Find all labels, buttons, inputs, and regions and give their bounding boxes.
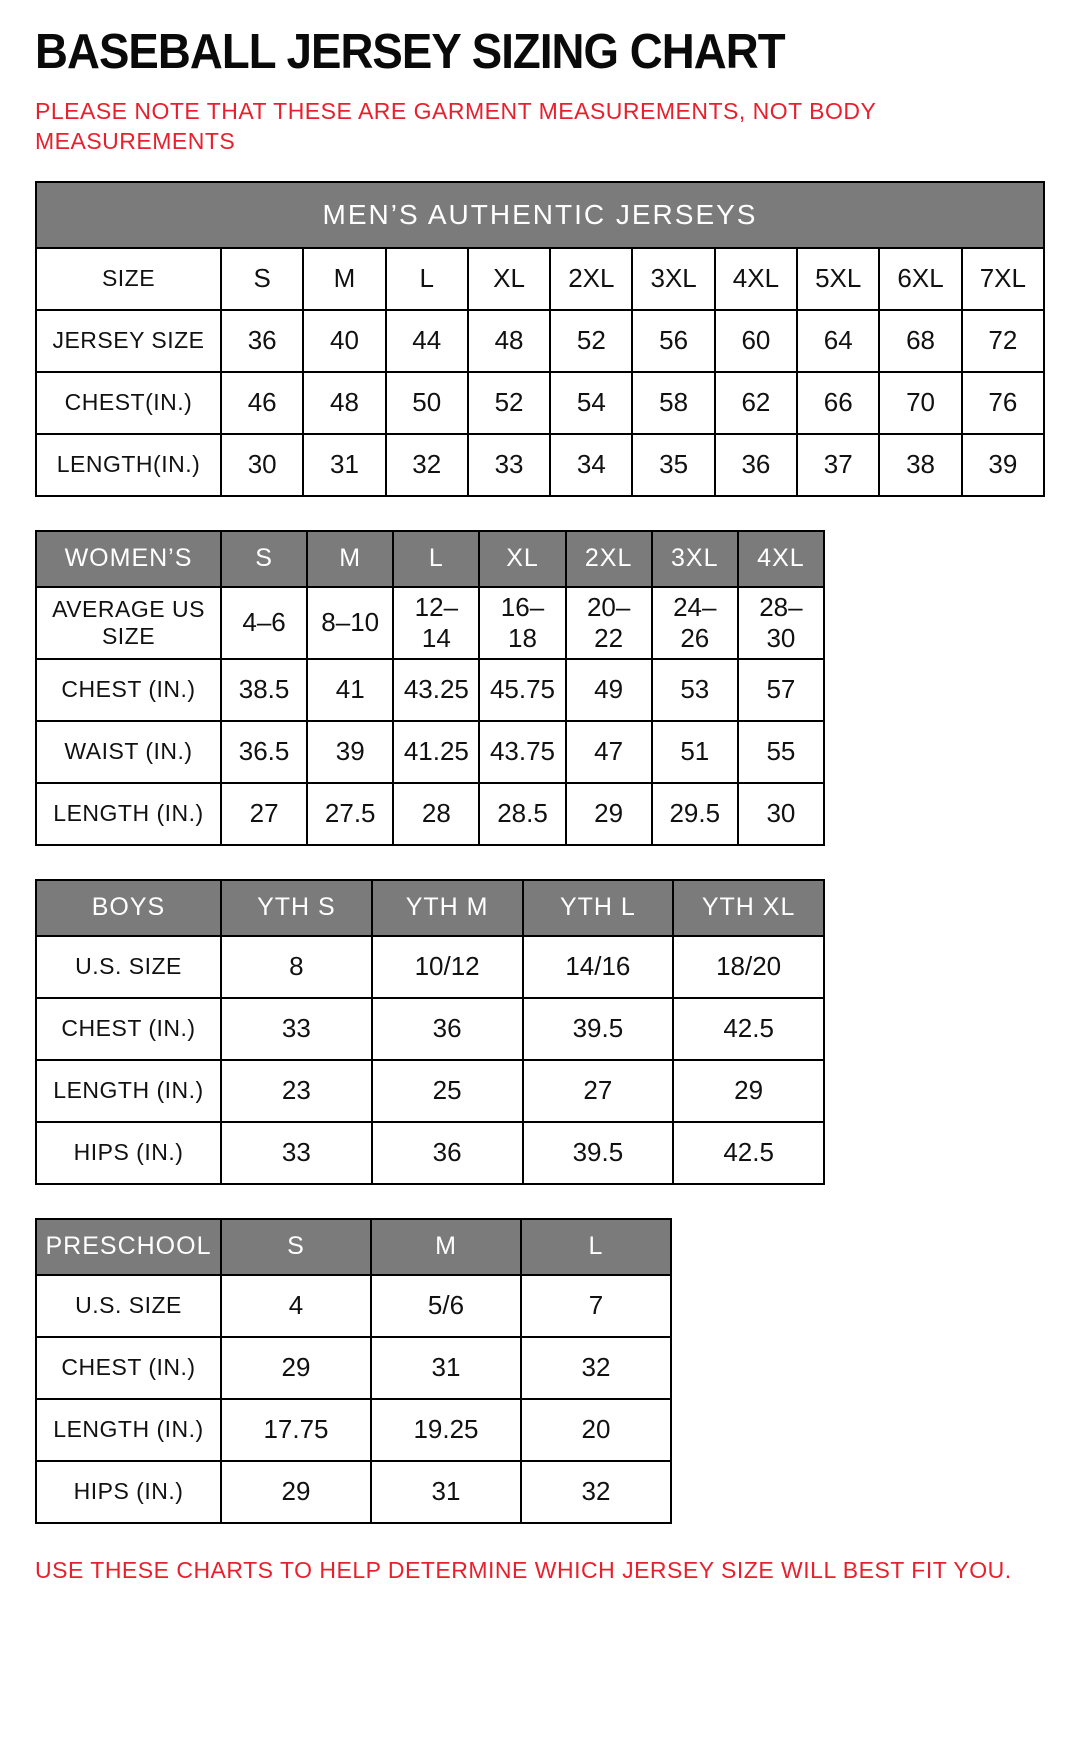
womens-value-cell: 28 (393, 783, 479, 845)
footer-note: USE THESE CHARTS TO HELP DETERMINE WHICH JERSEY SIZE WILL BEST FIT YOU. (35, 1556, 1012, 1583)
preschool-value-cell: 20 (521, 1399, 671, 1461)
boys-table-row (36, 1060, 824, 1122)
womens-value-cell: 41.25 (393, 721, 479, 783)
womens-header-cell: L (393, 531, 479, 587)
boys-row-label: HIPS (IN.) (36, 1122, 221, 1184)
mens-value-cell: 56 (632, 310, 714, 372)
womens-value-cell: 47 (566, 721, 652, 783)
mens-value-cell: 38 (879, 434, 961, 496)
mens-value-cell: 72 (962, 310, 1044, 372)
mens-value-cell: 76 (962, 372, 1044, 434)
womens-table-row (36, 783, 824, 845)
boys-table-row (36, 1122, 824, 1184)
womens-value-cell: 27.5 (307, 783, 393, 845)
sizing-tables-container (35, 181, 1047, 1524)
womens-sizing-table (35, 530, 825, 846)
preschool-header-row (36, 1219, 671, 1275)
preschool-row-label: CHEST (IN.) (36, 1337, 221, 1399)
preschool-header-cell: M (371, 1219, 521, 1275)
mens-banner-row (36, 182, 1044, 248)
mens-value-cell: 48 (303, 372, 385, 434)
mens-value-cell: 40 (303, 310, 385, 372)
womens-value-cell: 36.5 (221, 721, 307, 783)
mens-table-row (36, 372, 1044, 434)
mens-value-cell: 48 (468, 310, 550, 372)
womens-table-row (36, 587, 824, 659)
mens-value-cell: 32 (386, 434, 468, 496)
preschool-table-row (36, 1275, 671, 1337)
womens-header-cell: XL (479, 531, 565, 587)
preschool-row-label: LENGTH (IN.) (36, 1399, 221, 1461)
mens-row-label: SIZE (36, 248, 221, 310)
mens-value-cell: M (303, 248, 385, 310)
mens-value-cell: 33 (468, 434, 550, 496)
womens-header-cell: 3XL (652, 531, 738, 587)
mens-table-row (36, 310, 1044, 372)
mens-value-cell: L (386, 248, 468, 310)
mens-value-cell: 50 (386, 372, 468, 434)
mens-value-cell: 36 (715, 434, 797, 496)
boys-sizing-table (35, 879, 825, 1185)
womens-value-cell: 28.5 (479, 783, 565, 845)
womens-row-label: CHEST (IN.) (36, 659, 221, 721)
preschool-value-cell: 29 (221, 1337, 371, 1399)
boys-table-row (36, 936, 824, 998)
mens-value-cell: XL (468, 248, 550, 310)
preschool-table-row (36, 1461, 671, 1523)
preschool-value-cell: 31 (371, 1461, 521, 1523)
boys-value-cell: 29 (673, 1060, 824, 1122)
womens-value-cell: 16–18 (479, 587, 565, 659)
mens-value-cell: 6XL (879, 248, 961, 310)
boys-value-cell: 39.5 (523, 998, 674, 1060)
womens-value-cell: 43.75 (479, 721, 565, 783)
preschool-table-row (36, 1337, 671, 1399)
boys-table-row (36, 998, 824, 1060)
womens-value-cell: 29.5 (652, 783, 738, 845)
mens-value-cell: 30 (221, 434, 303, 496)
mens-sizing-table (35, 181, 1045, 497)
mens-value-cell: 66 (797, 372, 879, 434)
boys-header-cell: BOYS (36, 880, 221, 936)
womens-row-label: LENGTH (IN.) (36, 783, 221, 845)
mens-table-row (36, 434, 1044, 496)
mens-row-label: CHEST(IN.) (36, 372, 221, 434)
boys-value-cell: 18/20 (673, 936, 824, 998)
preschool-value-cell: 17.75 (221, 1399, 371, 1461)
womens-value-cell: 28–30 (738, 587, 824, 659)
preschool-value-cell: 19.25 (371, 1399, 521, 1461)
womens-value-cell: 41 (307, 659, 393, 721)
boys-value-cell: 25 (372, 1060, 523, 1122)
womens-table-row (36, 659, 824, 721)
boys-header-cell: YTH M (372, 880, 523, 936)
measurement-note: PLEASE NOTE THAT THESE ARE GARMENT MEASUREMENTS, NOT BODY MEASUREMENTS (35, 98, 876, 155)
womens-header-cell: S (221, 531, 307, 587)
mens-value-cell: 70 (879, 372, 961, 434)
mens-value-cell: 31 (303, 434, 385, 496)
mens-value-cell: 2XL (550, 248, 632, 310)
mens-value-cell: 35 (632, 434, 714, 496)
boys-value-cell: 27 (523, 1060, 674, 1122)
mens-value-cell: S (221, 248, 303, 310)
boys-value-cell: 36 (372, 1122, 523, 1184)
womens-value-cell: 55 (738, 721, 824, 783)
page-title: BASEBALL JERSEY SIZING CHART (35, 25, 785, 79)
mens-value-cell: 54 (550, 372, 632, 434)
mens-value-cell: 52 (468, 372, 550, 434)
womens-value-cell: 49 (566, 659, 652, 721)
mens-value-cell: 39 (962, 434, 1044, 496)
preschool-value-cell: 5/6 (371, 1275, 521, 1337)
boys-row-label: CHEST (IN.) (36, 998, 221, 1060)
mens-value-cell: 3XL (632, 248, 714, 310)
preschool-value-cell: 4 (221, 1275, 371, 1337)
preschool-value-cell: 7 (521, 1275, 671, 1337)
boys-value-cell: 42.5 (673, 998, 824, 1060)
mens-value-cell: 60 (715, 310, 797, 372)
womens-header-cell: M (307, 531, 393, 587)
womens-value-cell: 29 (566, 783, 652, 845)
boys-value-cell: 10/12 (372, 936, 523, 998)
womens-header-row (36, 531, 824, 587)
boys-header-row (36, 880, 824, 936)
boys-value-cell: 33 (221, 998, 372, 1060)
mens-value-cell: 62 (715, 372, 797, 434)
preschool-table-row (36, 1399, 671, 1461)
preschool-value-cell: 31 (371, 1337, 521, 1399)
womens-value-cell: 20–22 (566, 587, 652, 659)
boys-header-cell: YTH S (221, 880, 372, 936)
womens-value-cell: 39 (307, 721, 393, 783)
mens-value-cell: 44 (386, 310, 468, 372)
mens-value-cell: 64 (797, 310, 879, 372)
womens-value-cell: 38.5 (221, 659, 307, 721)
preschool-row-label: U.S. SIZE (36, 1275, 221, 1337)
boys-value-cell: 23 (221, 1060, 372, 1122)
boys-value-cell: 36 (372, 998, 523, 1060)
mens-value-cell: 36 (221, 310, 303, 372)
womens-row-label: WAIST (IN.) (36, 721, 221, 783)
mens-value-cell: 34 (550, 434, 632, 496)
boys-header-cell: YTH L (523, 880, 674, 936)
womens-value-cell: 30 (738, 783, 824, 845)
mens-value-cell: 68 (879, 310, 961, 372)
boys-row-label: LENGTH (IN.) (36, 1060, 221, 1122)
mens-value-cell: 5XL (797, 248, 879, 310)
boys-value-cell: 39.5 (523, 1122, 674, 1184)
mens-value-cell: 52 (550, 310, 632, 372)
boys-row-label: U.S. SIZE (36, 936, 221, 998)
womens-value-cell: 12–14 (393, 587, 479, 659)
boys-value-cell: 14/16 (523, 936, 674, 998)
mens-table-row (36, 248, 1044, 310)
preschool-value-cell: 32 (521, 1461, 671, 1523)
womens-value-cell: 8–10 (307, 587, 393, 659)
womens-value-cell: 45.75 (479, 659, 565, 721)
preschool-sizing-table (35, 1218, 672, 1524)
womens-header-cell: WOMEN’S (36, 531, 221, 587)
womens-table-row (36, 721, 824, 783)
mens-table-banner: MEN’S AUTHENTIC JERSEYS (36, 182, 1044, 248)
preschool-header-cell: PRESCHOOL (36, 1219, 221, 1275)
preschool-value-cell: 29 (221, 1461, 371, 1523)
womens-value-cell: 57 (738, 659, 824, 721)
womens-value-cell: 53 (652, 659, 738, 721)
preschool-row-label: HIPS (IN.) (36, 1461, 221, 1523)
mens-row-label: LENGTH(IN.) (36, 434, 221, 496)
boys-value-cell: 33 (221, 1122, 372, 1184)
preschool-header-cell: S (221, 1219, 371, 1275)
boys-header-cell: YTH XL (673, 880, 824, 936)
preschool-value-cell: 32 (521, 1337, 671, 1399)
boys-value-cell: 42.5 (673, 1122, 824, 1184)
womens-value-cell: 24–26 (652, 587, 738, 659)
mens-value-cell: 46 (221, 372, 303, 434)
womens-value-cell: 27 (221, 783, 307, 845)
mens-value-cell: 7XL (962, 248, 1044, 310)
womens-row-label: AVERAGE US SIZE (36, 587, 221, 659)
womens-value-cell: 4–6 (221, 587, 307, 659)
preschool-header-cell: L (521, 1219, 671, 1275)
mens-value-cell: 58 (632, 372, 714, 434)
boys-value-cell: 8 (221, 936, 372, 998)
womens-header-cell: 4XL (738, 531, 824, 587)
mens-value-cell: 37 (797, 434, 879, 496)
womens-header-cell: 2XL (566, 531, 652, 587)
mens-row-label: JERSEY SIZE (36, 310, 221, 372)
mens-value-cell: 4XL (715, 248, 797, 310)
womens-value-cell: 43.25 (393, 659, 479, 721)
womens-value-cell: 51 (652, 721, 738, 783)
